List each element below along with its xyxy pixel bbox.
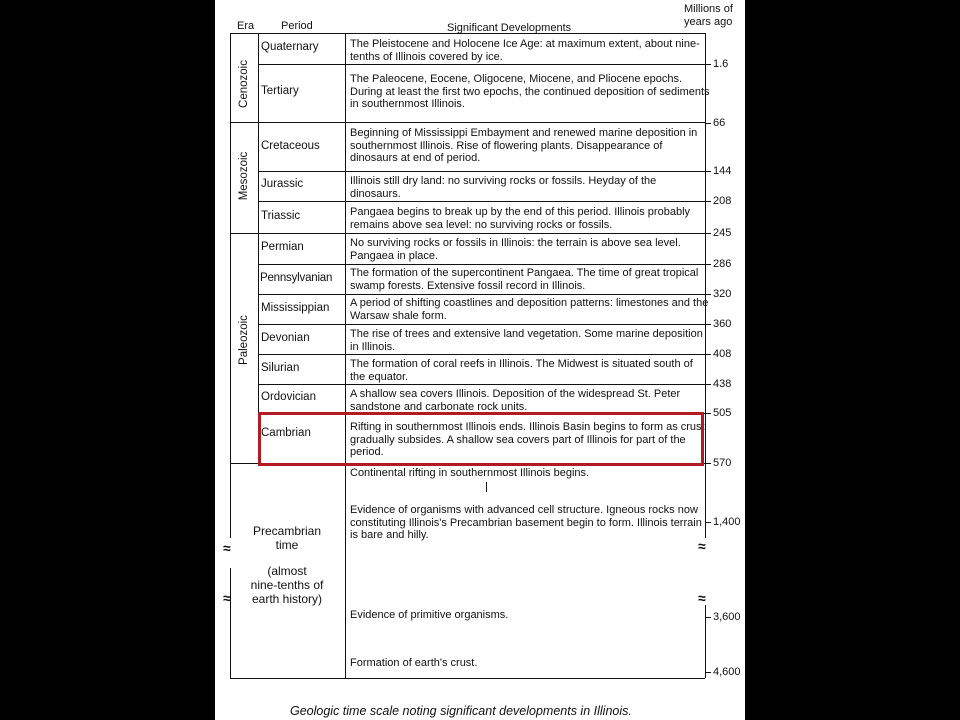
age-tick: 505 [705, 407, 731, 419]
age-tick: 286 [705, 258, 731, 270]
precambrian-note-line3: earth history) [251, 592, 323, 606]
dev-ordovician: A shallow sea covers Illinois. Deposition of the widespread St. Peter sandstone and carbonate rock units. [350, 388, 681, 413]
bottom-border [230, 678, 705, 679]
period-silurian: Silurian [261, 362, 300, 374]
age-tick: 1,400 [705, 516, 741, 528]
precambrian-event-rifting: Continental rifting in southernmost Illinois begins. [350, 467, 590, 479]
time-scale-page [215, 0, 745, 720]
dev-triassic: Pangaea begins to break up by the end of this period. Illinois probably remains above sea level: no surviving rocks or fossils. [350, 206, 691, 231]
precambrian-label-line2: time [275, 538, 299, 552]
period-devonian: Devonian [261, 332, 310, 344]
row-divider [258, 354, 705, 355]
period-cambrian: Cambrian [261, 427, 311, 439]
row-divider [258, 64, 705, 65]
precambrian-event-advanced-cells: Evidence of organisms with advanced cell structure. Igneous rocks now constituting Illinois's Precambrian basement begin to form. Illinois terrain is bare and hilly. [350, 504, 702, 541]
time-header [684, 3, 733, 29]
row-divider [258, 201, 705, 202]
dev-devonian: The rise of trees and extensive land vegetation. Some marine deposition in Illinois. [350, 328, 703, 353]
row-divider [258, 122, 705, 123]
age-tick: 408 [705, 348, 731, 360]
dev-cambrian: Rifting in southernmost Illinois ends. Illinois Basin begins to form as crust gradually subsides. A shallow sea covers part of Illinois for part of the period. [350, 421, 705, 458]
period-triassic: Triassic [261, 210, 301, 222]
row-divider [258, 384, 705, 385]
age-tick: 4,600 [705, 666, 741, 678]
period-pennsylvanian: Pennsylvanian [260, 272, 333, 284]
row-divider [258, 171, 705, 172]
figure-caption: Geologic time scale noting significant developments in Illinois. [290, 704, 632, 718]
period-cretaceous: Cretaceous [261, 140, 320, 152]
cambrian-highlight-box [258, 412, 704, 466]
top-border [230, 33, 705, 34]
dev-mississippian: A period of shifting coastlines and deposition patterns: limestones and the Warsaw shale form. [350, 297, 709, 322]
age-tick: 320 [705, 288, 731, 300]
dev-jurassic: Illinois still dry land: no surviving rocks or fossils. Heyday of the dinosaurs. [350, 175, 657, 200]
scale-break-icon: ≈ [698, 538, 706, 554]
time-header-line1: Millions of [684, 3, 733, 15]
era-header: Era [237, 20, 255, 32]
dev-pennsylvanian: The formation of the supercontinent Pangaea. The time of great tropical swamp forests. Extensive fossil record in Illinois. [350, 267, 699, 292]
age-tick: 66 [705, 117, 725, 129]
age-tick: 438 [705, 378, 731, 390]
era-divider [230, 122, 258, 123]
period-header: Period [281, 20, 313, 32]
scale-break-icon: ≈ [223, 590, 231, 606]
era-mesozoic: Mesozoic [238, 151, 250, 201]
era-left-border-lower [230, 568, 231, 678]
age-tick: 360 [705, 318, 731, 330]
period-ordovician: Ordovician [261, 391, 316, 403]
dev-permian: No surviving rocks or fossils in Illinois: the terrain is above sea level. Pangaea in place. [350, 237, 681, 262]
age-tick: 208 [705, 195, 731, 207]
event-marker [486, 482, 487, 492]
precambrian-event-primitive-organisms: Evidence of primitive organisms. [350, 609, 509, 621]
precambrian-note-line1: (almost [267, 564, 307, 578]
period-quaternary: Quaternary [261, 41, 319, 53]
era-right-border [258, 33, 259, 463]
precambrian-event-earth-crust: Formation of earth's crust. [350, 657, 478, 669]
row-divider [258, 233, 705, 234]
precambrian-note-line2: nine-tenths of [250, 578, 324, 592]
dev-tertiary: The Paleocene, Eocene, Oligocene, Miocene, and Pliocene epochs. During at least the first two epochs, the continued deposition of sediments in southernmost Illinois. [350, 73, 710, 110]
period-right-border [345, 33, 346, 678]
scale-break-icon: ≈ [698, 590, 706, 606]
era-precambrian [237, 524, 337, 606]
age-tick: 570 [705, 457, 731, 469]
dev-cretaceous: Beginning of Mississippi Embayment and renewed marine deposition in southernmost Illinois. Rise of flowering plants. Disappearance of dinosaurs at end of period. [350, 127, 698, 164]
row-divider [258, 324, 705, 325]
era-cenozoic: Cenozoic [238, 60, 250, 108]
age-tick: 1.6 [705, 58, 728, 70]
period-permian: Permian [261, 241, 304, 253]
row-divider [258, 264, 705, 265]
era-paleozoic: Paleozoic [238, 315, 250, 365]
age-tick: 245 [705, 227, 731, 239]
scale-break-icon: ≈ [223, 540, 231, 556]
period-mississippian: Mississippian [261, 302, 330, 314]
dev-silurian: The formation of coral reefs in Illinois. The Midwest is situated south of the equator. [350, 358, 693, 383]
time-header-line2: years ago [684, 16, 733, 28]
era-divider [230, 233, 258, 234]
dev-quaternary: The Pleistocene and Holocene Ice Age: at maximum extent, about nine-tenths of Illinois covered by ice. [350, 38, 700, 63]
age-tick: 144 [705, 165, 731, 177]
period-jurassic: Jurassic [261, 178, 304, 190]
period-tertiary: Tertiary [261, 85, 299, 97]
row-divider [258, 294, 705, 295]
age-tick: 3,600 [705, 611, 741, 623]
developments-header: Significant Developments [447, 22, 572, 34]
precambrian-label-line1: Precambrian [252, 524, 322, 538]
